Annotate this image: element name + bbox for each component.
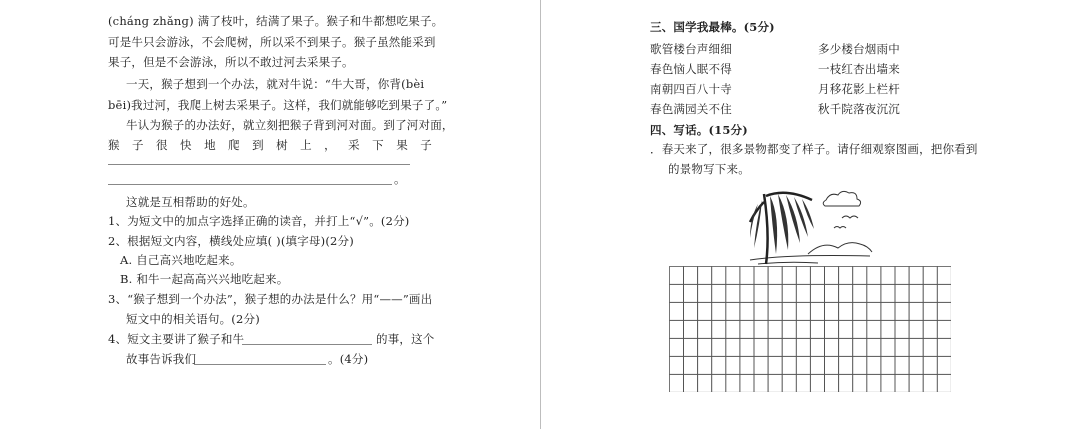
question-2: 2、根据短文内容，横线处应填( )(填字母)(2分)	[108, 234, 354, 248]
grid-cell[interactable]	[754, 375, 768, 393]
question-2-option-b: B. 和牛一起高高兴兴地吃起来。	[120, 272, 289, 286]
grid-cell[interactable]	[923, 267, 937, 285]
grid-cell[interactable]	[811, 303, 825, 321]
grid-cell[interactable]	[881, 267, 895, 285]
question-4-blank-2[interactable]	[194, 364, 326, 365]
grid-cell[interactable]	[698, 303, 712, 321]
grid-cell[interactable]	[937, 267, 951, 285]
grid-cell[interactable]	[839, 375, 853, 393]
grid-cell[interactable]	[698, 285, 712, 303]
grid-cell[interactable]	[712, 321, 726, 339]
section-4-title: 四、写话。(15分)	[650, 123, 748, 137]
passage-char: 快	[180, 138, 192, 152]
spring-willow-illustration	[748, 184, 878, 268]
grid-cell[interactable]	[825, 375, 839, 393]
grid-cell[interactable]	[811, 357, 825, 375]
grid-cell[interactable]	[895, 339, 909, 357]
grid-cell[interactable]	[825, 303, 839, 321]
grid-cell[interactable]	[881, 375, 895, 393]
grid-cell[interactable]	[923, 357, 937, 375]
poem-left-line-1: 歌管楼台声细细	[650, 42, 732, 56]
grid-cell[interactable]	[768, 339, 782, 357]
section-3-title: 三、国学我最棒。(5分)	[650, 20, 775, 34]
passage-char: 地	[204, 138, 216, 152]
passage-line-3: 果子，但是不会游泳，所以不敢过河去采果子。	[108, 55, 354, 69]
question-1: 1、为短文中的加点字选择正确的读音，并打上“√”。(2分)	[108, 214, 410, 228]
grid-cell[interactable]	[726, 357, 740, 375]
passage-char: 猴	[108, 138, 120, 152]
grid-cell[interactable]	[909, 357, 923, 375]
passage-char: 上	[300, 138, 312, 152]
grid-cell[interactable]	[909, 285, 923, 303]
grid-cell[interactable]	[782, 375, 796, 393]
question-4-blank-1[interactable]	[242, 344, 372, 345]
grid-cell[interactable]	[712, 357, 726, 375]
grid-cell[interactable]	[825, 339, 839, 357]
passage-line-6: 牛认为猴子的办法好，就立刻把猴子背到河对面。到了河对面，	[126, 118, 454, 132]
grid-cell[interactable]	[881, 303, 895, 321]
passage-line-1: (chánɡ zhǎnɡ) 满了枝叶，结满了果子。猴子和牛都想吃果子。	[108, 14, 444, 28]
grid-cell[interactable]	[867, 321, 881, 339]
passage-char: 采	[348, 138, 360, 152]
passage-char: 爬	[228, 138, 240, 152]
grid-cell[interactable]	[853, 303, 867, 321]
grid-cell[interactable]	[853, 321, 867, 339]
grid-cell[interactable]	[937, 357, 951, 375]
question-3-line-2: 短文中的相关语句。(2分)	[126, 312, 260, 326]
grid-cell[interactable]	[937, 303, 951, 321]
grid-cell[interactable]	[895, 285, 909, 303]
grid-cell[interactable]	[909, 339, 923, 357]
grid-cell[interactable]	[825, 267, 839, 285]
grid-cell[interactable]	[839, 357, 853, 375]
grid-cell[interactable]	[867, 357, 881, 375]
passage-line-4: 一天，猴子想到一个办法，就对牛说：“牛大哥，你背(bèi	[126, 77, 425, 91]
grid-cell[interactable]	[853, 285, 867, 303]
grid-cell[interactable]	[782, 321, 796, 339]
grid-cell[interactable]	[923, 375, 937, 393]
grid-cell[interactable]	[768, 267, 782, 285]
poem-right-line-3: 月移花影上栏杆	[818, 82, 900, 96]
grid-cell[interactable]	[782, 357, 796, 375]
grid-cell[interactable]	[796, 375, 810, 393]
question-2-option-a: A. 自己高兴地吃起来。	[120, 253, 242, 267]
passage-char: 子	[420, 138, 432, 152]
grid-cell[interactable]	[811, 375, 825, 393]
passage-char: 下	[372, 138, 384, 152]
grid-cell[interactable]	[881, 339, 895, 357]
grid-cell[interactable]	[684, 321, 698, 339]
grid-cell[interactable]	[754, 303, 768, 321]
answer-blank-1[interactable]	[108, 164, 410, 165]
grid-cell[interactable]	[853, 357, 867, 375]
grid-cell[interactable]	[937, 321, 951, 339]
answer-blank-2[interactable]	[108, 184, 392, 185]
grid-cell[interactable]	[881, 285, 895, 303]
grid-cell[interactable]	[670, 339, 684, 357]
question-4: 4、短文主要讲了猴子和牛	[108, 332, 245, 346]
grid-cell[interactable]	[712, 303, 726, 321]
grid-cell[interactable]	[698, 375, 712, 393]
grid-cell[interactable]	[684, 303, 698, 321]
poem-right-line-4: 秋千院落夜沉沉	[818, 102, 900, 116]
grid-cell[interactable]	[684, 267, 698, 285]
passage-char: 子	[132, 138, 144, 152]
grid-cell[interactable]	[740, 339, 754, 357]
grid-cell[interactable]	[698, 339, 712, 357]
grid-cell[interactable]	[782, 267, 796, 285]
passage-line-2: 可是牛只会游泳，不会爬树，所以采不到果子。猴子虽然能采到	[108, 35, 436, 49]
passage-char: 果	[396, 138, 408, 152]
grid-cell[interactable]	[698, 357, 712, 375]
grid-cell[interactable]	[726, 339, 740, 357]
grid-cell[interactable]	[740, 285, 754, 303]
grid-cell[interactable]	[768, 303, 782, 321]
grid-cell[interactable]	[895, 321, 909, 339]
grid-cell[interactable]	[726, 267, 740, 285]
passage-line-9: 这就是互相帮助的好处。	[126, 195, 255, 209]
grid-cell[interactable]	[867, 339, 881, 357]
grid-cell[interactable]	[740, 357, 754, 375]
grid-cell[interactable]	[782, 303, 796, 321]
grid-cell[interactable]	[825, 357, 839, 375]
poem-right-line-1: 多少楼台烟雨中	[818, 42, 900, 56]
question-4-points: 。(4分)	[328, 352, 369, 366]
writing-grid[interactable]	[669, 266, 951, 392]
grid-cell[interactable]	[740, 321, 754, 339]
grid-cell[interactable]	[796, 339, 810, 357]
question-3: 3、“猴子想到一个办法”，猴子想的办法是什么？用“——”画出	[108, 292, 433, 306]
grid-cell[interactable]	[670, 285, 684, 303]
grid-cell[interactable]	[853, 375, 867, 393]
grid-cell[interactable]	[754, 267, 768, 285]
passage-char: 树	[276, 138, 288, 152]
grid-cell[interactable]	[839, 321, 853, 339]
grid-cell[interactable]	[839, 285, 853, 303]
grid-cell[interactable]	[754, 321, 768, 339]
grid-cell[interactable]	[796, 267, 810, 285]
grid-cell[interactable]	[937, 375, 951, 393]
grid-cell[interactable]	[895, 303, 909, 321]
blank-period: 。	[394, 172, 406, 186]
grid-cell[interactable]	[684, 375, 698, 393]
writing-prompt-line-2: 的景物写下来。	[668, 162, 750, 176]
grid-cell[interactable]	[740, 303, 754, 321]
grid-cell[interactable]	[881, 321, 895, 339]
grid-cell[interactable]	[909, 321, 923, 339]
writing-prompt-line-1: ．春天来了，很多景物都变了样子。请仔细观察图画，把你看到	[650, 142, 978, 156]
grid-cell[interactable]	[867, 375, 881, 393]
grid-cell[interactable]	[853, 267, 867, 285]
grid-cell[interactable]	[726, 285, 740, 303]
grid-cell[interactable]	[684, 357, 698, 375]
grid-cell[interactable]	[825, 321, 839, 339]
grid-cell[interactable]	[923, 303, 937, 321]
grid-cell[interactable]	[670, 267, 684, 285]
grid-cell[interactable]	[881, 357, 895, 375]
grid-cell[interactable]	[811, 321, 825, 339]
grid-cell[interactable]	[909, 375, 923, 393]
grid-cell[interactable]	[754, 285, 768, 303]
question-4-suffix: 的事，这个	[376, 332, 435, 346]
grid-cell[interactable]	[909, 267, 923, 285]
grid-cell[interactable]	[811, 285, 825, 303]
passage-char: 很	[156, 138, 168, 152]
grid-cell[interactable]	[712, 267, 726, 285]
poem-left-line-4: 春色满园关不住	[650, 102, 732, 116]
grid-cell[interactable]	[895, 267, 909, 285]
passage-char: ，	[324, 138, 336, 152]
passage-line-5: bēi)我过河，我爬上树去采果子。这样，我们就能够吃到果子了。”	[108, 98, 448, 112]
grid-cell[interactable]	[923, 285, 937, 303]
grid-cell[interactable]	[740, 375, 754, 393]
grid-cell[interactable]	[796, 321, 810, 339]
grid-cell[interactable]	[825, 285, 839, 303]
grid-cell[interactable]	[712, 339, 726, 357]
grid-cell[interactable]	[811, 267, 825, 285]
grid-cell[interactable]	[867, 303, 881, 321]
grid-cell[interactable]	[895, 357, 909, 375]
poem-left-line-3: 南朝四百八十寺	[650, 82, 732, 96]
grid-cell[interactable]	[811, 339, 825, 357]
grid-cell[interactable]	[853, 339, 867, 357]
grid-cell[interactable]	[768, 375, 782, 393]
grid-cell[interactable]	[712, 285, 726, 303]
grid-cell[interactable]	[839, 303, 853, 321]
grid-cell[interactable]	[867, 267, 881, 285]
poem-left-line-2: 春色恼人眠不得	[650, 62, 732, 76]
grid-cell[interactable]	[923, 339, 937, 357]
grid-cell[interactable]	[796, 285, 810, 303]
grid-cell[interactable]	[740, 267, 754, 285]
grid-cell[interactable]	[768, 285, 782, 303]
grid-cell[interactable]	[684, 339, 698, 357]
grid-cell[interactable]	[670, 321, 684, 339]
grid-cell[interactable]	[684, 285, 698, 303]
grid-cell[interactable]	[937, 285, 951, 303]
grid-cell[interactable]	[796, 303, 810, 321]
grid-cell[interactable]	[698, 321, 712, 339]
grid-cell[interactable]	[839, 267, 853, 285]
passage-line-7	[108, 138, 432, 152]
grid-cell[interactable]	[670, 357, 684, 375]
grid-cell[interactable]	[923, 321, 937, 339]
passage-char: 到	[252, 138, 264, 152]
grid-cell[interactable]	[726, 375, 740, 393]
grid-cell[interactable]	[895, 375, 909, 393]
grid-cell[interactable]	[726, 321, 740, 339]
grid-cell[interactable]	[698, 267, 712, 285]
grid-cell[interactable]	[839, 339, 853, 357]
grid-cell[interactable]	[782, 285, 796, 303]
grid-cell[interactable]	[670, 303, 684, 321]
poem-right-line-2: 一枝红杏出墙来	[818, 62, 900, 76]
grid-cell[interactable]	[712, 375, 726, 393]
grid-cell[interactable]	[909, 303, 923, 321]
grid-cell[interactable]	[796, 357, 810, 375]
grid-cell[interactable]	[867, 285, 881, 303]
grid-cell[interactable]	[726, 303, 740, 321]
grid-cell[interactable]	[768, 357, 782, 375]
question-4-line-2: 故事告诉我们	[126, 352, 197, 366]
grid-cell[interactable]	[754, 357, 768, 375]
grid-cell[interactable]	[782, 339, 796, 357]
grid-cell[interactable]	[937, 339, 951, 357]
grid-cell[interactable]	[768, 321, 782, 339]
grid-cell[interactable]	[754, 339, 768, 357]
grid-cell[interactable]	[670, 375, 684, 393]
